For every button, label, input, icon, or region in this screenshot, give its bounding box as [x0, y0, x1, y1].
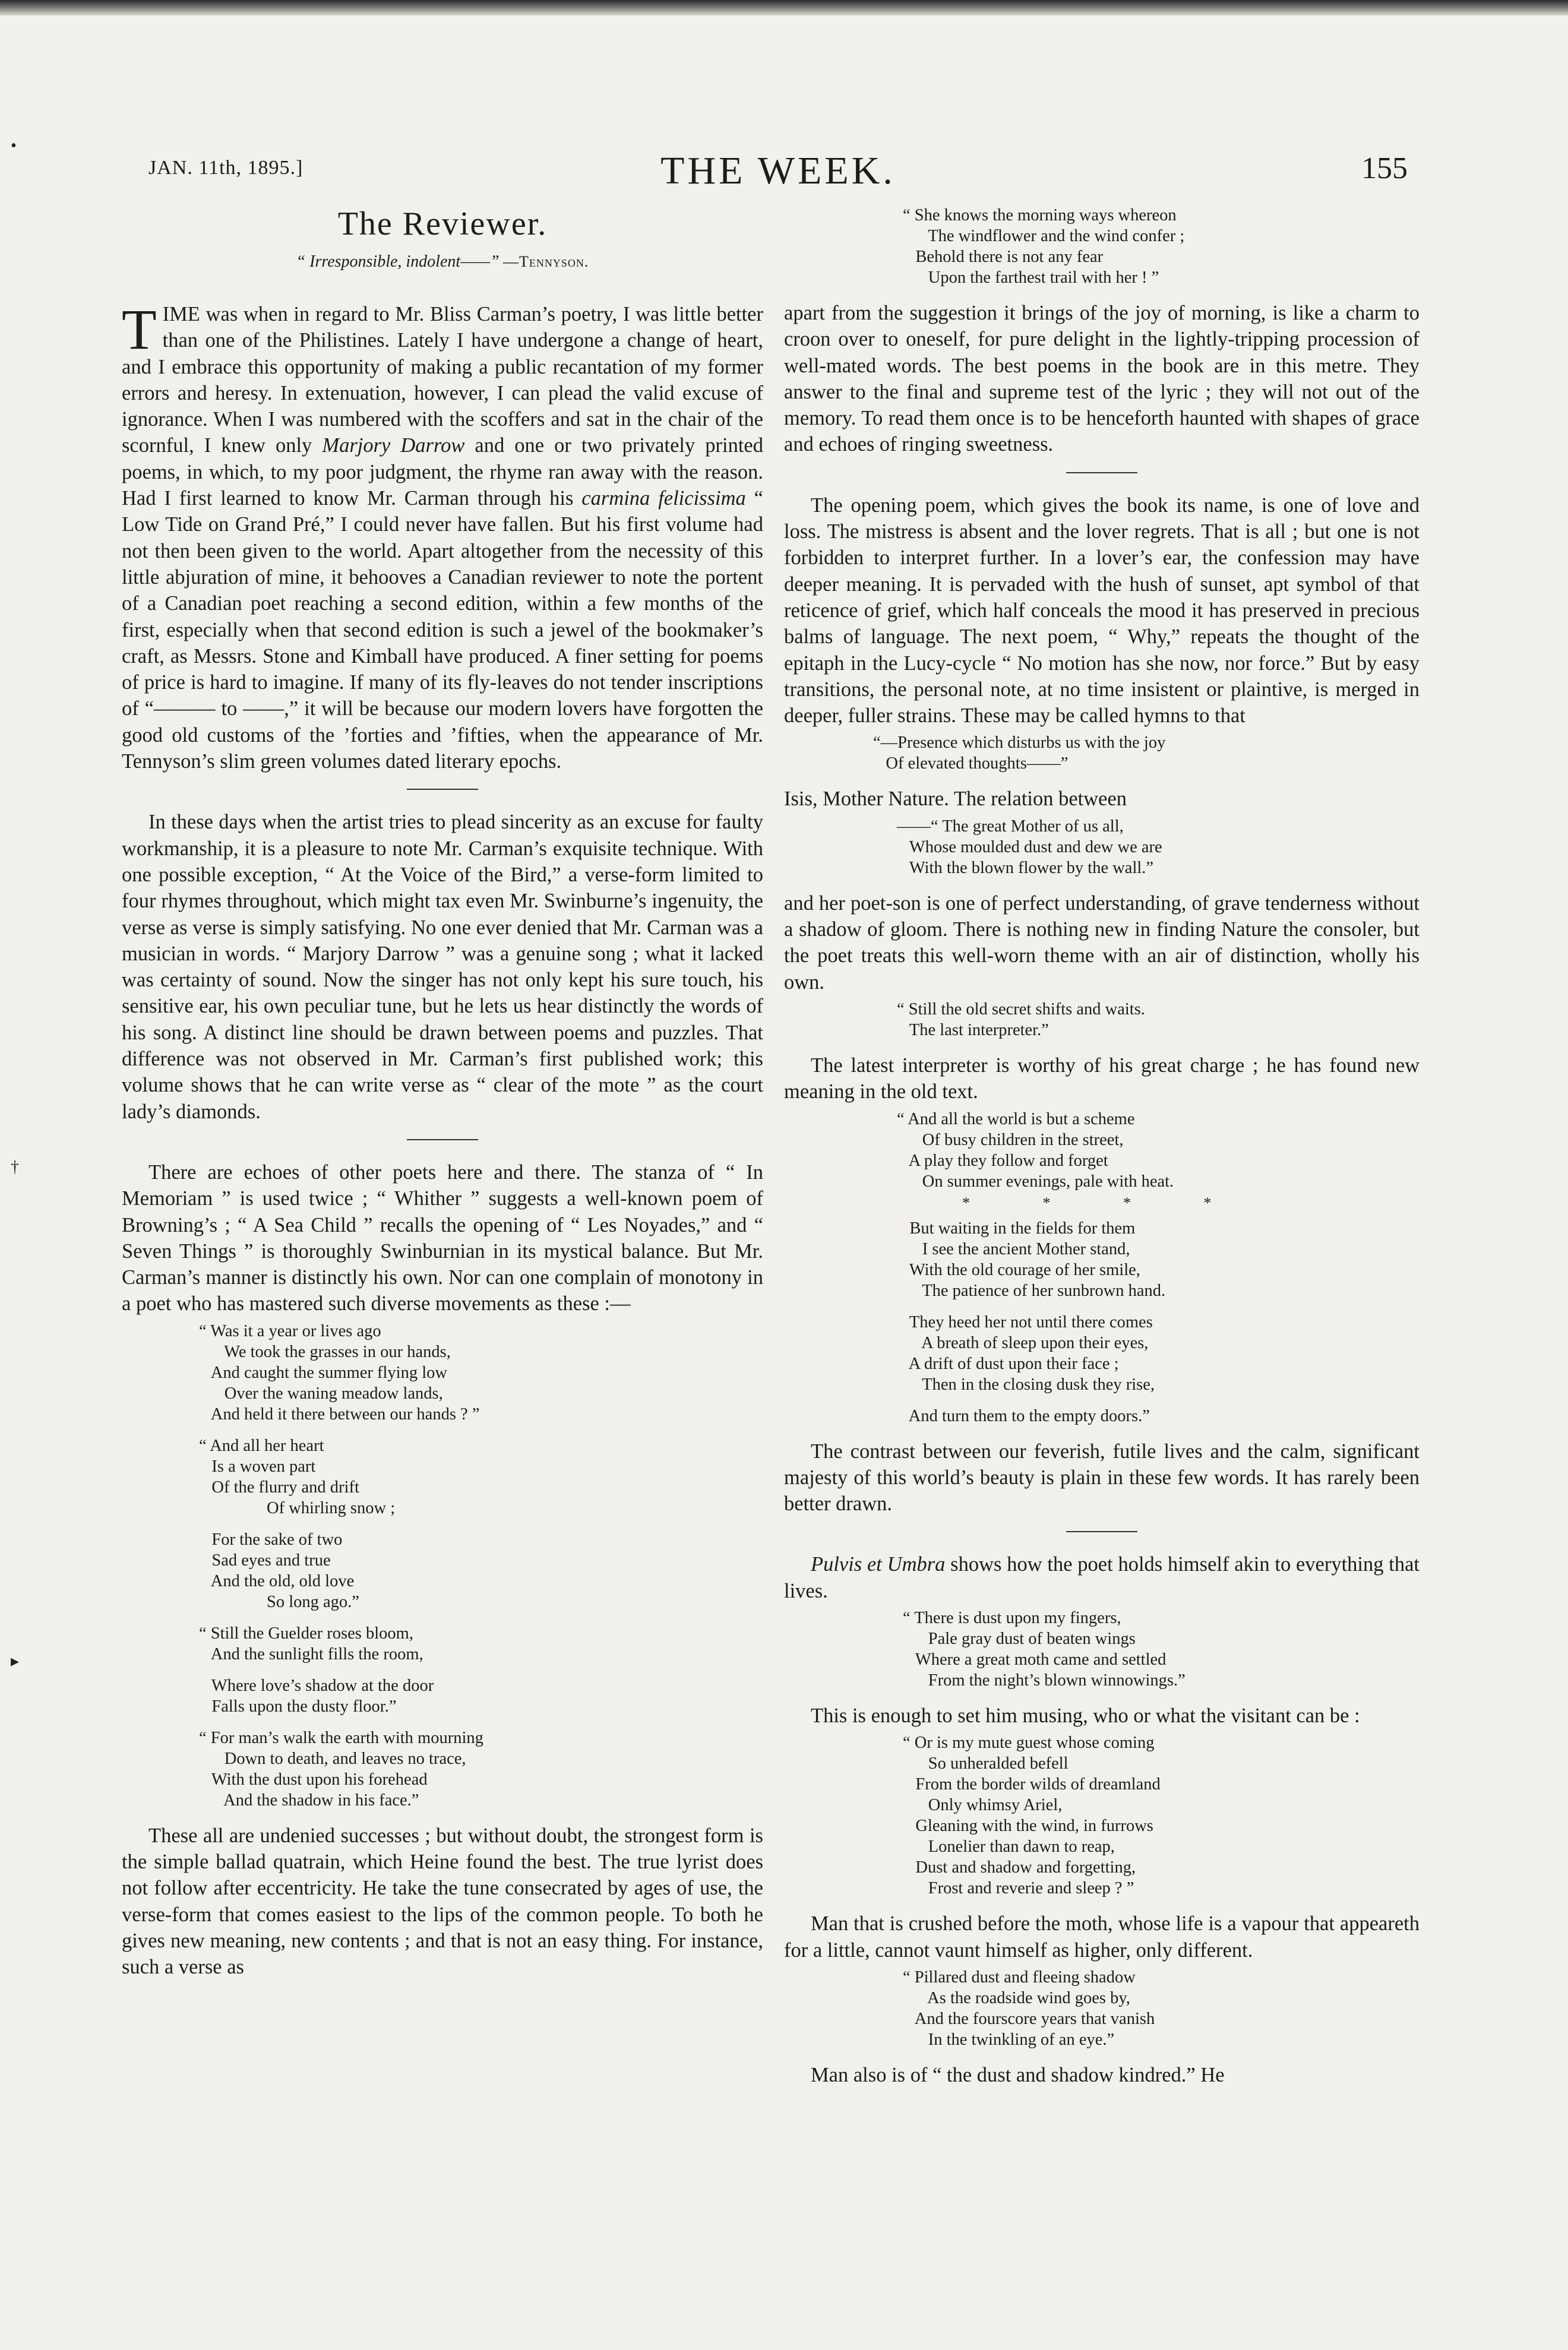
verse-line: Lonelier than dawn to reap, [903, 1837, 1115, 1856]
verse-stanza [897, 816, 1420, 878]
verse-line: Of elevated thoughts——” [873, 754, 1068, 773]
verse-line: But waiting in the fields for them [897, 1219, 1136, 1238]
paragraph-text: Pulvis et Umbra shows how the poet holds himself akin to everything that lives. [784, 1553, 1420, 1602]
verse-quotation [784, 1218, 1420, 1427]
verse-quotation [784, 1732, 1420, 1899]
verse-line: With the blown flower by the wall.” [897, 858, 1154, 877]
verse-line: And caught the summer flying low [199, 1363, 447, 1382]
paragraph: apart from the suggestion it brings of the joy of morning, is like a charm to croon over to oneself, for pure delight in the lightly-tripping procession of well-mated words. The best poems in the book are in this metre. They answer to the final and supreme test of the lyric ; they will not out of the memory. To read them once is to be henceforth haunted with shapes of grace and echoes of ringing sweetness. [784, 302, 1420, 456]
verse-stanza [897, 999, 1420, 1040]
verse-line: Pale gray dust of beaten wings [903, 1630, 1136, 1649]
verse-stanza [199, 1435, 763, 1519]
verse-line: “ Still the Guelder roses bloom, [199, 1624, 413, 1643]
verse-line: “ And all the world is but a scheme [897, 1109, 1135, 1128]
verse-line: On summer evenings, pale with heat. [897, 1172, 1174, 1191]
verse-line: The windflower and the wind confer ; [903, 227, 1185, 245]
page-number: 155 [1361, 151, 1408, 185]
verse-line: A drift of dust upon their face ; [897, 1354, 1119, 1373]
epigraph-attribution: —Tennyson. [503, 253, 589, 270]
verse-stanza [897, 1109, 1420, 1192]
verse-stanza [873, 732, 1420, 774]
verse-line: And the old, old love [199, 1571, 355, 1590]
section-divider [407, 1139, 478, 1140]
margin-mark: † [11, 1158, 19, 1176]
page-header [148, 148, 1408, 196]
verse-line: For the sake of two [199, 1530, 343, 1549]
verse-line: Frost and reverie and sleep ? ” [903, 1879, 1134, 1898]
verse-line: And the sunlight fills the room, [199, 1644, 423, 1663]
paragraph: These all are undenied successes ; but without doubt, the strongest form is the simple ballad quatrain, which Heine found the best. The true lyrist does not follow after eccentricity. He take the tune consecrated by ages of use, the verse-form that comes easiest to the lips of the common people. To both he gives new meaning, new contents ; and that is not an easy thing. For instance, such a verse as [122, 1824, 763, 1979]
section-divider [1066, 1531, 1137, 1532]
verse-quotation [784, 1109, 1420, 1192]
verse-line: Upon the farthest trail with her ! ” [903, 268, 1159, 287]
verse-line: “ Pillared dust and fleeing shadow [903, 1968, 1136, 1987]
verse-line: A breath of sleep upon their eyes, [897, 1333, 1149, 1352]
verse-stanza [199, 1675, 763, 1717]
verse-stanza [199, 1728, 763, 1811]
verse-line: And turn them to the empty doors.” [897, 1406, 1150, 1425]
ellipsis-stars: * * * * [962, 1194, 1246, 1212]
section-title: The Reviewer. [337, 205, 548, 242]
verse-stanza [199, 1623, 763, 1665]
verse-line: Behold there is not any fear [903, 248, 1104, 266]
verse-stanza [903, 1608, 1420, 1691]
verse-line: They heed her not until there comes [897, 1312, 1153, 1331]
verse-line: Dust and shadow and forgetting, [903, 1858, 1136, 1877]
verse-line: In the twinkling of an eye.” [903, 2030, 1115, 2049]
paragraph: Isis, Mother Nature. The relation between [784, 787, 1127, 811]
verse-line: Sad eyes and true [199, 1551, 331, 1570]
verse-line: “ There is dust upon my fingers, [903, 1609, 1121, 1628]
verse-line: Then in the closing dusk they rise, [897, 1375, 1155, 1394]
verse-line: The patience of her sunbrown hand. [897, 1281, 1166, 1300]
verse-line: “—Presence which disturbs us with the joy [873, 733, 1166, 752]
verse-line: And held it there between our hands ? ” [199, 1405, 480, 1424]
verse-stanza [903, 1732, 1420, 1899]
verse-line: From the border wilds of dreamland [903, 1775, 1161, 1794]
verse-line: Gleaning with the wind, in furrows [903, 1817, 1153, 1836]
verse-line: Whose moulded dust and dew we are [897, 837, 1162, 856]
verse-quotation [784, 816, 1420, 878]
verse-line: Is a woven part [199, 1457, 316, 1476]
scan-edge [0, 0, 1568, 15]
paragraph [784, 1551, 1420, 1604]
verse-line: As the roadside wind goes by, [903, 1988, 1130, 2007]
margin-mark: ▸ [11, 1652, 20, 1671]
verse-line: “ And all her heart [199, 1436, 324, 1455]
verse-line: Where love’s shadow at the door [199, 1676, 434, 1695]
verse-stanza [897, 1218, 1420, 1301]
verse-line: Of the flurry and drift [199, 1478, 359, 1497]
verse-line: I see the ancient Mother stand, [897, 1239, 1130, 1258]
verse-line: Of busy children in the street, [897, 1130, 1124, 1149]
verse-quotation [784, 205, 1420, 288]
verse-stanza [199, 1321, 763, 1425]
paragraph: Man also is of “ the dust and shadow kindred.” He [811, 2063, 1225, 2086]
paragraph: and her poet-son is one of perfect understanding, of grave tenderness without a shadow of gloom. There is nothing new in finding Nature the consoler, but the poet treats this well-worn theme with an air of distinction, wholly his own. [784, 891, 1420, 994]
verse-line: Of whirling snow ; [199, 1498, 396, 1517]
publication-title: THE WEEK. [660, 149, 896, 192]
verse-quotation [784, 1608, 1420, 1691]
paragraph [122, 298, 763, 774]
verse-line: And the fourscore years that vanish [903, 2009, 1155, 2028]
epigraph-quote: “ Irresponsible, indolent——” [296, 252, 500, 271]
verse-line: Falls upon the dusty floor.” [199, 1697, 397, 1716]
verse-stanza [897, 1406, 1420, 1427]
verse-line: Only whimsy Ariel, [903, 1796, 1063, 1815]
verse-line: “ Still the old secret shifts and waits. [897, 1000, 1145, 1019]
paragraph: The opening poem, which gives the book its name, is one of love and loss. The mistress is absent and the lover regrets. That is all ; but one is not forbidden to interpret further. In a lover’s ear, the confession may have deeper meaning. It is pervaded with the hush of sunset, apt symbol of that reticence of grief, which half conceals the mood it has preserved in precious balms of language. The next poem, “ Why,” repeats the thought of the epitaph in the Lucy-cycle “ No motion has she now, nor force.” But by easy transitions, the personal note, at no time insistent or plaintive, is merged in deeper, fuller strains. These may be called hymns to that [784, 494, 1420, 728]
verse-line: Down to death, and leaves no trace, [199, 1749, 466, 1768]
verse-quotation [784, 1967, 1420, 2050]
verse-line: From the night’s blown winnowings.” [903, 1671, 1186, 1690]
verse-line: “ Or is my mute guest whose coming [903, 1734, 1155, 1753]
verse-line: With the old courage of her smile, [897, 1260, 1140, 1279]
paragraph-text: IME was when in regard to Mr. Bliss Carman’s poetry, I was little better than one of the Philistines. Lately I have undergone a change of heart, and I embrace this opportunity of making a public recantation of my former errors and heresy. In extenuation, however, I can plead the valid excuse of ignorance. When I was numbered with the scoffers and sat in the chair of the scornful, I knew only Marjory Darrow and one or two privately printed poems, in which, to my poor judgment, the rhyme ran away with the reason. Had I first learned to know Mr. Carman through his carmina felicissima “ Low Tide on Grand Pré,” I could never have fallen. But his first volume had not then been given to the world. Apart altogether from the necessity of this little abjuration of mine, it behooves a Canadian reviewer to note the portent of a Canadian poet reaching a second edition, within a few months of the first, especially when that second edition is such a jewel of the bookmaker’s craft, as Messrs. Stone and Kimball have produced. A finer setting for poems of price is hard to imagine. If many of its fly-leaves do not tender inscriptions of “——— to ——,” it will be because our modern lovers have forgotten the good old customs of the ’forties and ’fifties, when the appearance of Mr. Tennyson’s slim green volumes dated literary epochs. [122, 303, 763, 773]
paragraph: This is enough to set him musing, who or what the visitant can be : [811, 1704, 1360, 1728]
paragraph: The latest interpreter is worthy of his great charge ; he has found new meaning in the old text. [784, 1054, 1420, 1103]
verse-line: We took the grasses in our hands, [199, 1342, 451, 1361]
verse-line: A play they follow and forget [897, 1151, 1108, 1170]
verse-line: ——“ The great Mother of us all, [897, 817, 1124, 836]
paragraph: There are echoes of other poets here and there. The stanza of “ In Memoriam ” is used twice ; “ Whither ” suggests a well-known poem of Browning’s ; “ A Sea Child ” recalls the opening of “ Les Noyades,” and “ Seven Things ” is thoroughly Swinburnian in its mystical balance. But Mr. Carman’s manner is distinctly his own. Nor can one complain of monotony in a poet who has mastered such diverse movements as these :— [122, 1160, 763, 1315]
verse-line: And the shadow in his face.” [199, 1791, 419, 1810]
margin-mark: • [11, 137, 17, 155]
verse-line: “ Was it a year or lives ago [199, 1321, 381, 1340]
issue-date: JAN. 11th, 1895.] [148, 157, 304, 179]
section-divider [407, 789, 478, 790]
paragraph: In these days when the artist tries to plead sincerity as an excuse for faulty workmanship, it is a pleasure to note Mr. Carman’s exquisite technique. With one possible exception, “ At the Voice of the Bird,” a verse-form limited to four rhymes throughout, which might tax even Mr. Swinburne’s ingenuity, the verse as verse is simply satisfying. No one ever denied that Mr. Carman was a musician in words. “ Marjory Darrow ” was a genuine song ; what it lacked was certainty of sound. Now the singer has not only kept his sure touch, his sensitive ear, his own peculiar tune, but he lets us hear distinctly the words of his song. A distinct line should be drawn between poems and puzzles. That difference was not observed in Mr. Carman’s first published work; this volume shows that he can write verse as “ clear of the mote ” as the court lady’s diamonds. [122, 811, 763, 1123]
verse-line: With the dust upon his forehead [199, 1770, 428, 1789]
verse-line: Where a great moth came and settled [903, 1650, 1166, 1669]
drop-cap: T [122, 298, 157, 361]
verse-line: So long ago.” [199, 1592, 359, 1611]
verse-line: So unheralded befell [903, 1754, 1068, 1773]
verse-line: The last interpreter.” [897, 1020, 1049, 1039]
paragraph: The contrast between our feverish, futile lives and the calm, significant majesty of this world’s beauty is plain in these few words. It has rarely been better drawn. [784, 1440, 1420, 1516]
verse-stanza [897, 1312, 1420, 1395]
verse-quotation [122, 1321, 763, 1811]
epigraph [122, 252, 763, 271]
section-divider [1066, 472, 1137, 473]
verse-quotation [784, 999, 1420, 1040]
verse-stanza [199, 1529, 763, 1612]
verse-line: Over the waning meadow lands, [199, 1384, 443, 1403]
verse-line: “ For man’s walk the earth with mourning [199, 1728, 483, 1747]
left-column [122, 205, 763, 1980]
paragraph: Man that is crushed before the moth, whose life is a vapour that appeareth for a little, cannot vaunt himself as higher, only different. [784, 1912, 1420, 1962]
verse-stanza [903, 1967, 1420, 2050]
right-column [784, 205, 1420, 2088]
verse-line: “ She knows the morning ways whereon [903, 206, 1177, 224]
verse-stanza [903, 205, 1420, 288]
verse-quotation [784, 732, 1420, 774]
